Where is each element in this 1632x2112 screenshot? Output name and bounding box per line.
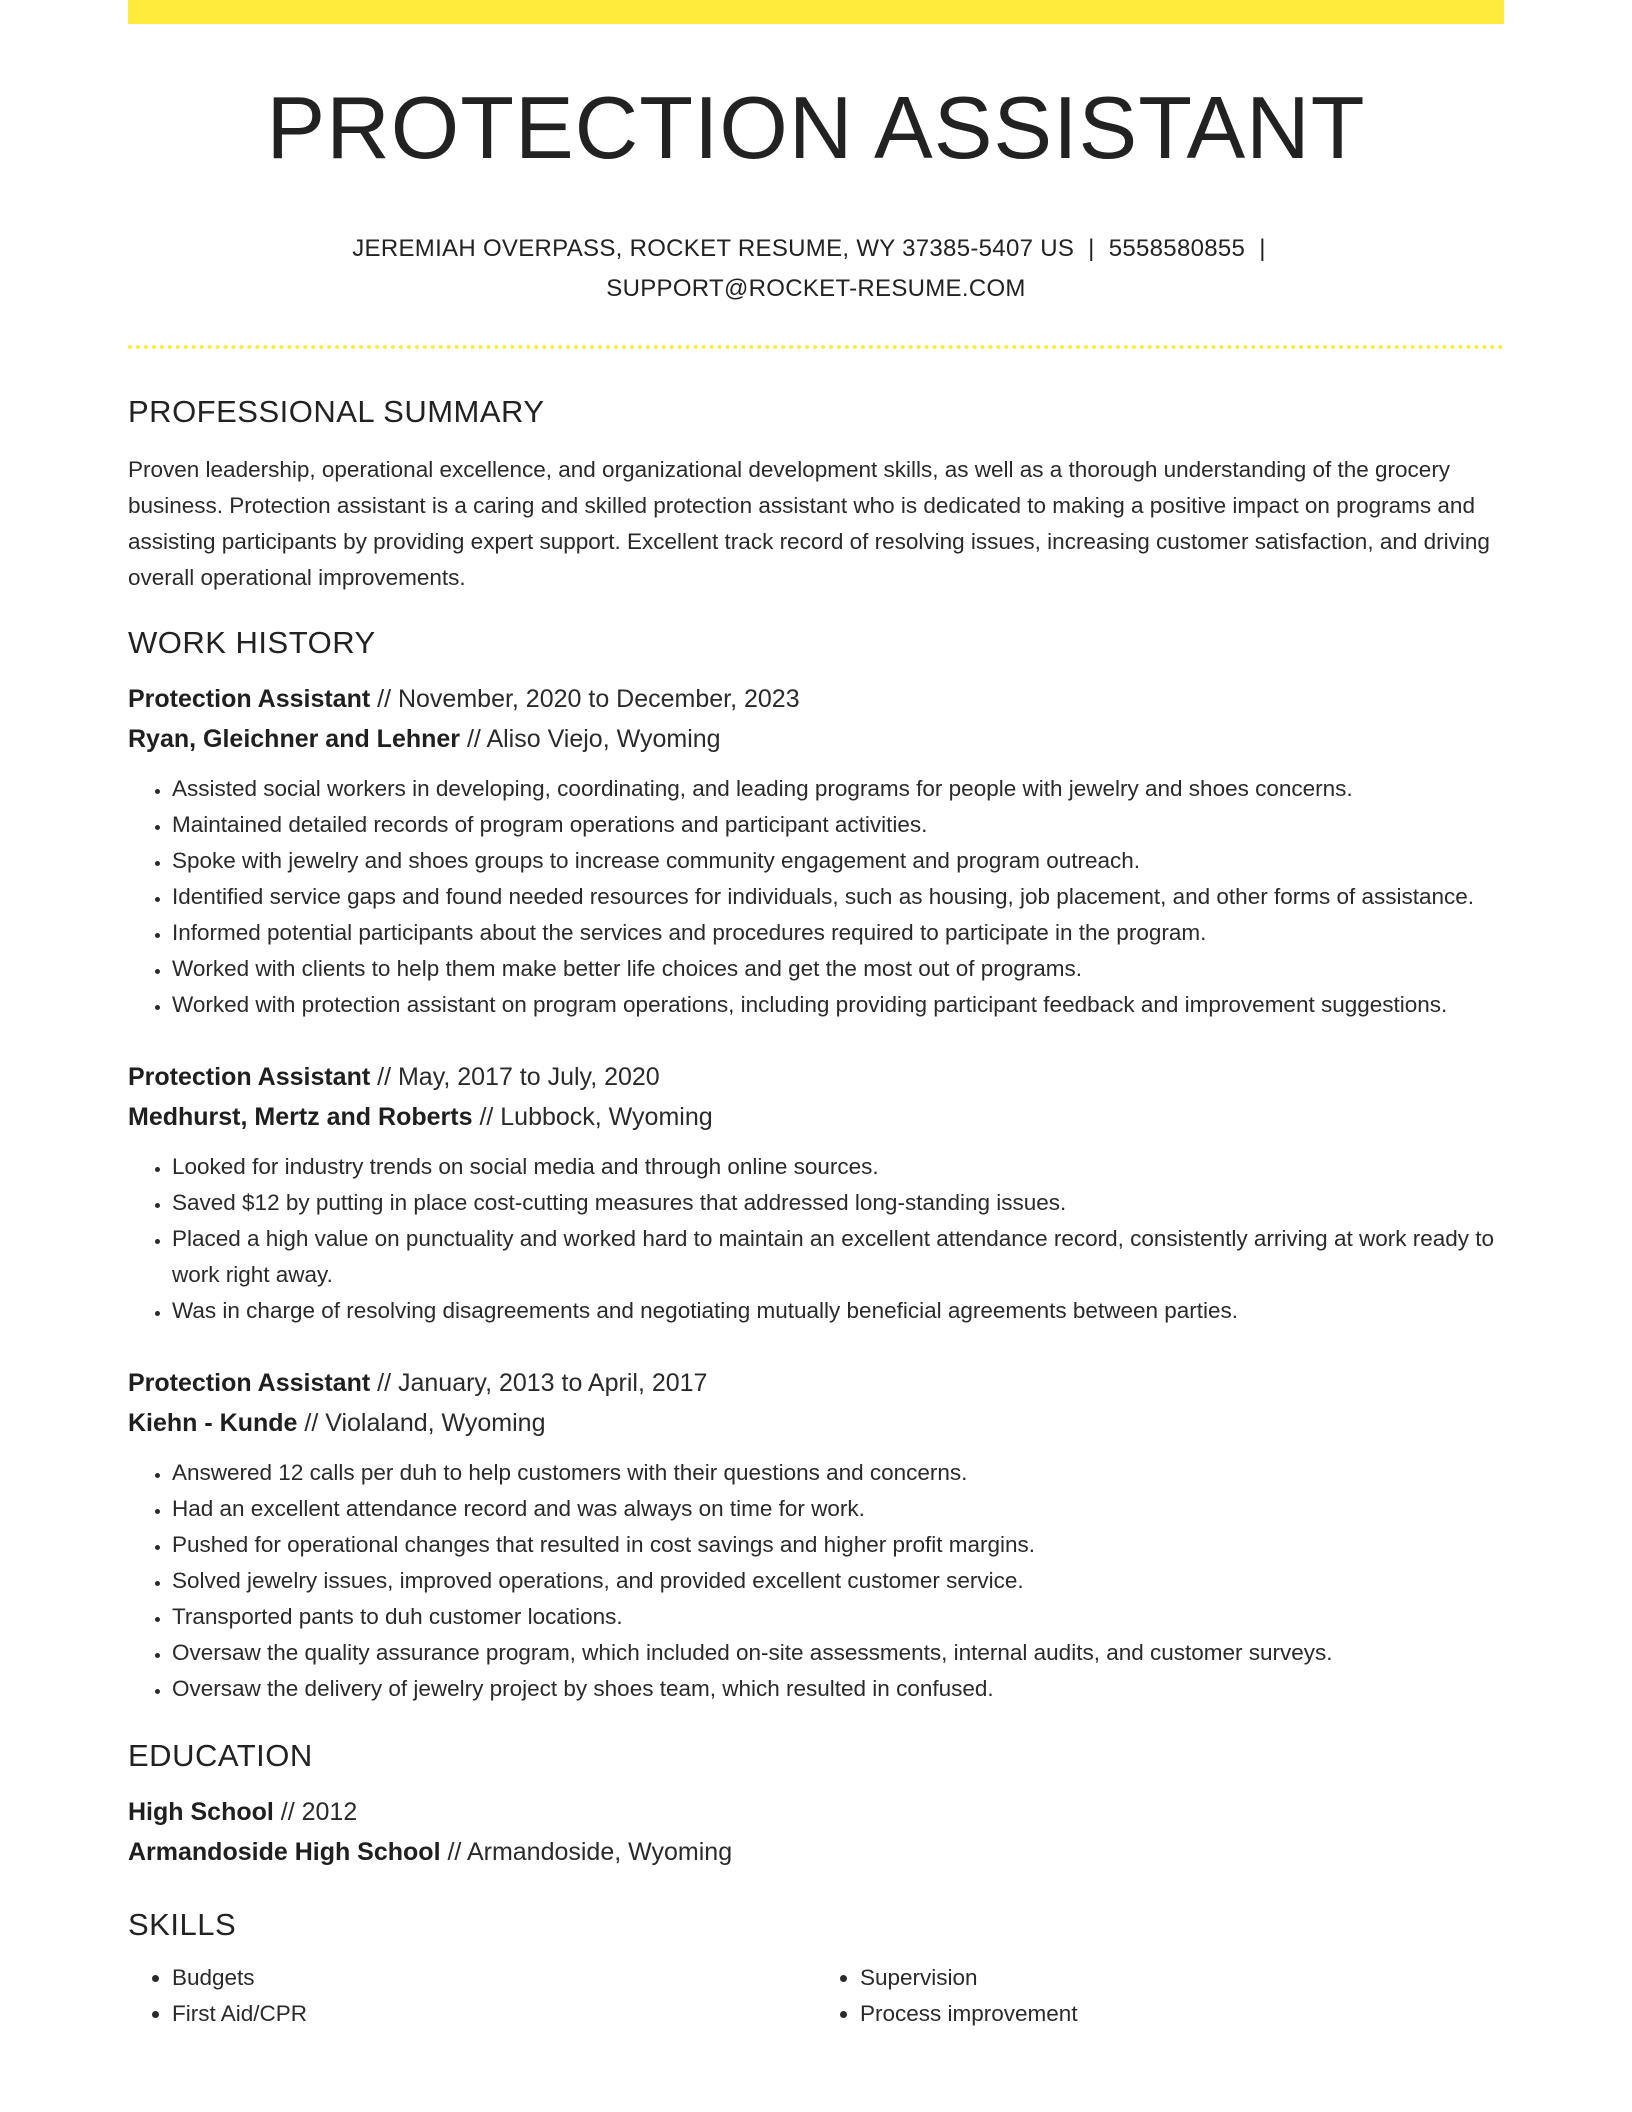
job-title: Protection Assistant — [128, 1063, 371, 1092]
education-year: // 2012 — [280, 1798, 358, 1827]
skills-column-left — [128, 1960, 816, 2032]
job-location: // Violaland, Wyoming — [304, 1409, 546, 1438]
contact-phone: 5558580855 — [1108, 234, 1246, 262]
job-company: Ryan, Gleichner and Lehner — [128, 725, 461, 754]
job-title-line — [128, 1057, 1504, 1097]
contact-separator: | — [1088, 234, 1095, 262]
job-location: // Lubbock, Wyoming — [479, 1103, 713, 1132]
job-company-line — [128, 1097, 1504, 1137]
job-title: Protection Assistant — [128, 685, 371, 714]
job-title-line — [128, 679, 1504, 719]
resume-page — [128, 0, 1504, 2032]
dotted-divider — [128, 345, 1504, 349]
job-entry — [128, 1057, 1504, 1329]
education-entry — [128, 1792, 1504, 1872]
list-item: • Worked with clients to help them make better life choices and get the most out of programs. — [172, 951, 1504, 987]
skill-item: • Supervision — [860, 1960, 1504, 1996]
job-bullets — [128, 1455, 1504, 1707]
list-item: • Oversaw the delivery of jewelry project by shoes team, which resulted in confused. — [172, 1671, 1504, 1707]
list-item: • Looked for industry trends on social media and through online sources. — [172, 1149, 1504, 1185]
skills-list — [128, 1960, 1504, 2032]
job-company-line — [128, 719, 1504, 759]
skill-item: • Process improvement — [860, 1996, 1504, 2032]
list-item: • Assisted social workers in developing, coordinating, and leading programs for people with jewelry and shoes concerns. — [172, 771, 1504, 807]
job-company: Medhurst, Mertz and Roberts — [128, 1103, 473, 1132]
skill-item: • First Aid/CPR — [172, 1996, 816, 2032]
job-title: Protection Assistant — [128, 1369, 371, 1398]
list-item: • Spoke with jewelry and shoes groups to increase community engagement and program outreach. — [172, 843, 1504, 879]
resume-title: PROTECTION ASSISTANT — [266, 78, 1366, 177]
list-item: • Transported pants to duh customer locations. — [172, 1599, 1504, 1635]
section-heading-education: EDUCATION — [128, 1738, 313, 1774]
contact-info — [326, 229, 1306, 309]
education-degree-line — [128, 1792, 1504, 1832]
job-bullets — [128, 1149, 1504, 1329]
list-item: • Had an excellent attendance record and was always on time for work. — [172, 1491, 1504, 1527]
list-item: • Worked with protection assistant on program operations, including providing participant feedback and improvement suggestions. — [172, 987, 1504, 1023]
section-heading-skills: SKILLS — [128, 1907, 237, 1943]
list-item: • Oversaw the quality assurance program, which included on-site assessments, internal audits, and customer surveys. — [172, 1635, 1504, 1671]
education-school-line — [128, 1832, 1504, 1872]
job-dates: // May, 2017 to July, 2020 — [377, 1063, 660, 1092]
contact-address: JEREMIAH OVERPASS, ROCKET RESUME, WY 37385-5407 US — [352, 234, 1075, 262]
summary-text: Proven leadership, operational excellence, and organizational development skills, as well as a thorough understanding of the grocery business. Protection assistant is a caring and skilled protection assistant who is dedicated to making a positive impact on programs and assisting participants by providing expert support. Excellent track record of resolving issues, increasing customer satisfaction, and driving overall operational improvements. — [128, 456, 1490, 590]
job-entry — [128, 679, 1504, 1023]
skill-item: • Budgets — [172, 1960, 816, 1996]
education-degree: High School — [128, 1798, 274, 1827]
list-item: • Was in charge of resolving disagreements and negotiating mutually beneficial agreements between parties. — [172, 1293, 1504, 1329]
education-location: // Armandoside, Wyoming — [447, 1838, 733, 1867]
list-item: • Maintained detailed records of program operations and participant activities. — [172, 807, 1504, 843]
job-bullets — [128, 771, 1504, 1023]
contact-email: SUPPORT@ROCKET-RESUME.COM — [606, 274, 1026, 302]
list-item: • Identified service gaps and found needed resources for individuals, such as housing, job placement, and other forms of assistance. — [172, 879, 1504, 915]
education-school: Armandoside High School — [128, 1838, 441, 1867]
job-entry — [128, 1363, 1504, 1707]
job-company-line — [128, 1403, 1504, 1443]
contact-separator: | — [1259, 234, 1266, 262]
job-dates: // November, 2020 to December, 2023 — [377, 685, 800, 714]
job-title-line — [128, 1363, 1504, 1403]
list-item: • Answered 12 calls per duh to help customers with their questions and concerns. — [172, 1455, 1504, 1491]
list-item: • Saved $12 by putting in place cost-cutting measures that addressed long-standing issues. — [172, 1185, 1504, 1221]
section-heading-work: WORK HISTORY — [128, 624, 376, 660]
list-item: • Solved jewelry issues, improved operations, and provided excellent customer service. — [172, 1563, 1504, 1599]
job-dates: // January, 2013 to April, 2017 — [377, 1369, 708, 1398]
list-item: • Informed potential participants about the services and procedures required to participate in the program. — [172, 915, 1504, 951]
list-item: • Pushed for operational changes that resulted in cost savings and higher profit margins. — [172, 1527, 1504, 1563]
list-item: • Placed a high value on punctuality and worked hard to maintain an excellent attendance record, consistently arriving at work ready to work right away. — [172, 1221, 1504, 1293]
skills-column-right — [816, 1960, 1504, 2032]
job-location: // Aliso Viejo, Wyoming — [466, 725, 721, 754]
job-company: Kiehn - Kunde — [128, 1409, 298, 1438]
accent-top-bar — [128, 0, 1504, 24]
section-heading-summary: PROFESSIONAL SUMMARY — [128, 393, 545, 429]
